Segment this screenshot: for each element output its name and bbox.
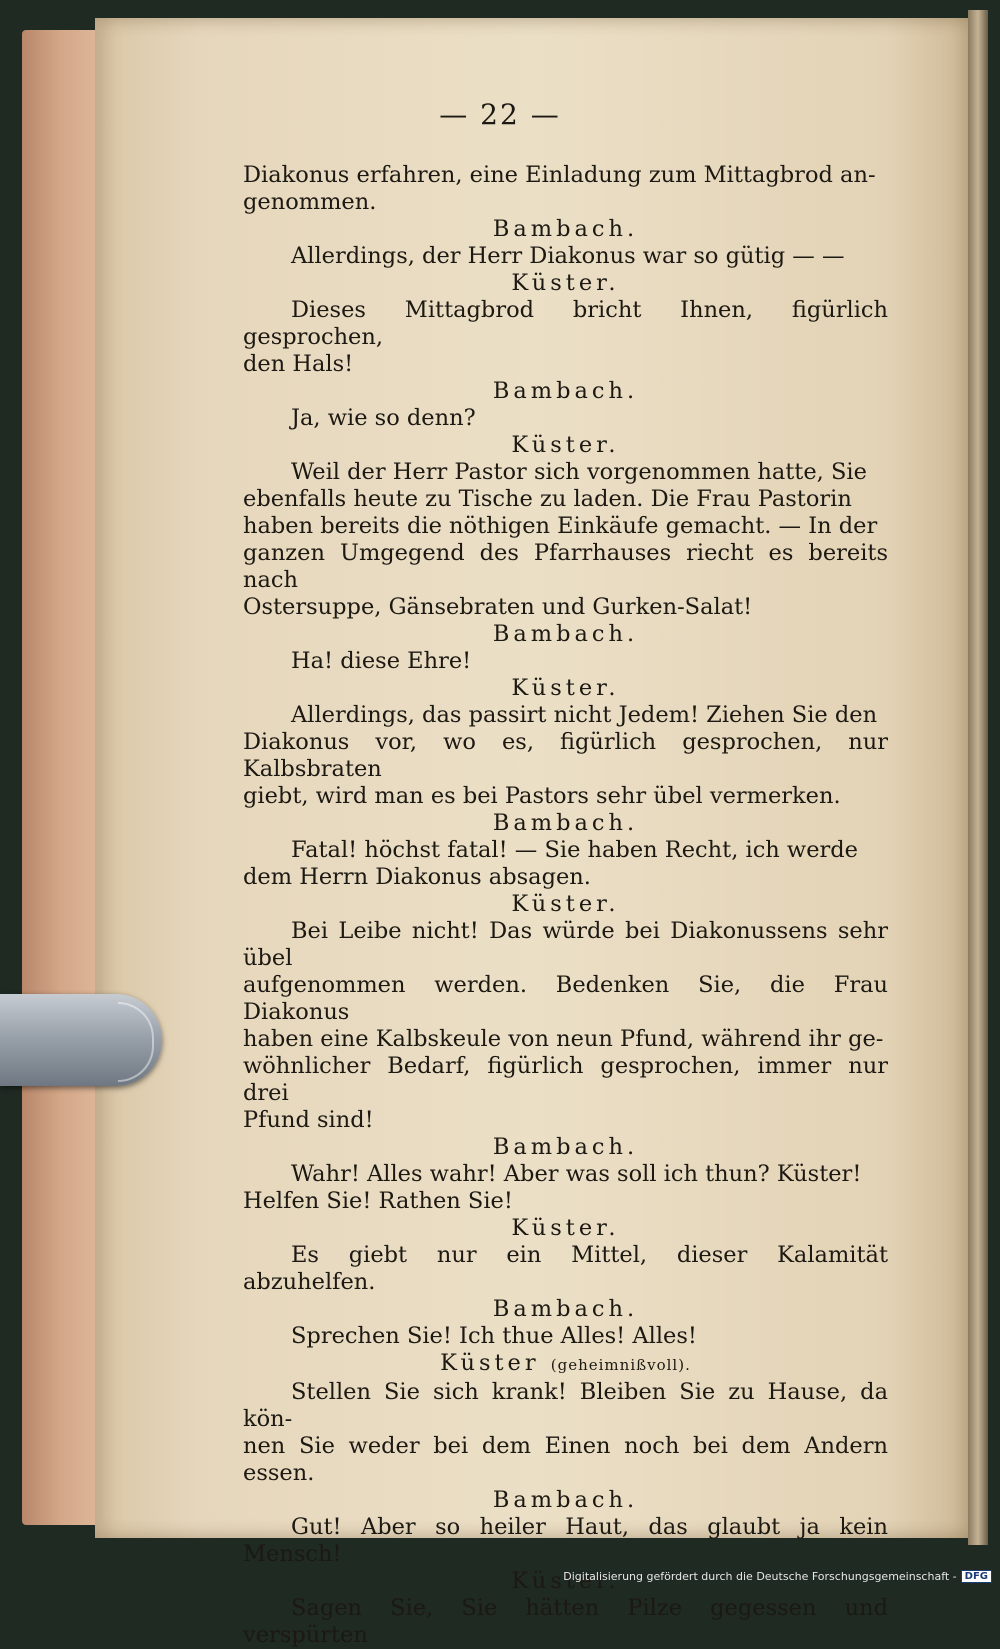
- line-text: Bambach.: [492, 1296, 639, 1322]
- text-line: [243, 297, 888, 351]
- line-text: ebenfalls heute zu Tische zu laden. Die Frau Pastorin: [243, 486, 852, 512]
- stage-direction: (geheimnißvoll).: [550, 1356, 691, 1374]
- speaker-name: [243, 810, 888, 837]
- speaker-name: [243, 270, 888, 297]
- line-text: Ostersuppe, Gänsebraten und Gurken-Salat!: [243, 594, 753, 620]
- text-line: [243, 1161, 888, 1188]
- line-text: Helfen Sie! Rathen Sie!: [243, 1188, 513, 1214]
- line-text: Stellen Sie sich krank! Bleiben Sie zu Hause, da kön-: [243, 1379, 888, 1432]
- line-text: Bambach.: [492, 810, 639, 836]
- line-text: Fatal! höchst fatal! — Sie haben Recht, ich werde: [291, 837, 858, 863]
- line-text: Ja, wie so denn?: [291, 405, 476, 431]
- text-line: [243, 1595, 888, 1649]
- text-line: [243, 864, 888, 891]
- text-line: [243, 837, 888, 864]
- line-text: Wahr! Alles wahr! Aber was soll ich thun? Küster!: [291, 1161, 862, 1187]
- text-line: [243, 1107, 888, 1134]
- text-line: [243, 1433, 888, 1487]
- dfg-logo: DFG: [961, 1570, 992, 1583]
- line-text: Bambach.: [492, 1134, 639, 1160]
- book-spine-edge: [968, 10, 988, 1545]
- text-line: [243, 486, 888, 513]
- text-line: [243, 1188, 888, 1215]
- text-line: [243, 783, 888, 810]
- line-text: aufgenommen werden. Bedenken Sie, die Frau Diakonus: [243, 972, 888, 1025]
- line-text: Allerdings, der Herr Diakonus war so gütig — —: [291, 243, 845, 269]
- line-text: Bambach.: [492, 216, 639, 242]
- text-line: [243, 243, 888, 270]
- text-line: [243, 1514, 888, 1568]
- text-line: [243, 1053, 888, 1107]
- line-text: Dieses Mittagbrod bricht Ihnen, figürlich gesprochen,: [243, 297, 888, 350]
- line-text: Bambach.: [492, 1487, 639, 1513]
- line-text: Bei Leibe nicht! Das würde bei Diakonussens sehr übel: [243, 918, 888, 971]
- line-text: genommen.: [243, 189, 377, 215]
- text-line: [243, 1242, 888, 1296]
- line-text: wöhnlicher Bedarf, figürlich gesprochen, immer nur drei: [243, 1053, 888, 1106]
- text-line: [243, 351, 888, 378]
- line-text: Küster.: [511, 270, 620, 296]
- text-line: [243, 729, 888, 783]
- speaker-name: [243, 1215, 888, 1242]
- speaker-name: [243, 675, 888, 702]
- line-text: haben bereits die nöthigen Einkäufe gemacht. — In der: [243, 513, 878, 539]
- line-text: Diakonus vor, wo es, figürlich gesprochen, nur Kalbsbraten: [243, 729, 888, 782]
- line-text: nen Sie weder bei dem Einen noch bei dem Andern essen.: [243, 1433, 888, 1486]
- line-text: Gut! Aber so heiler Haut, das glaubt ja kein Mensch!: [243, 1514, 888, 1567]
- text-line: [243, 1026, 888, 1053]
- text-line: [243, 540, 888, 594]
- line-text: Es giebt nur ein Mittel, dieser Kalamität abzuhelfen.: [243, 1242, 888, 1295]
- line-text: Diakonus erfahren, eine Einladung zum Mittagbrod an-: [243, 162, 876, 188]
- line-text: ganzen Umgegend des Pfarrhauses riecht es bereits nach: [243, 540, 888, 593]
- line-text: Ha! diese Ehre!: [291, 648, 472, 674]
- page-number: — 22 —: [439, 98, 561, 131]
- line-text: Küster.: [511, 891, 620, 917]
- text-line: [243, 459, 888, 486]
- text-line: [243, 1323, 888, 1350]
- line-text: dem Herrn Diakonus absagen.: [243, 864, 591, 890]
- speaker-name: [243, 1296, 888, 1323]
- line-text: Bambach.: [492, 621, 639, 647]
- text-line: [243, 1379, 888, 1433]
- page-text: [243, 162, 888, 1649]
- text-line: [243, 513, 888, 540]
- line-text: Pfund sind!: [243, 1107, 374, 1133]
- speaker-name: [243, 1350, 888, 1379]
- page-clip: [0, 994, 162, 1086]
- line-text: Küster.: [511, 432, 620, 458]
- text-line: [243, 702, 888, 729]
- text-line: [243, 972, 888, 1026]
- speaker-name: [243, 621, 888, 648]
- text-line: [243, 405, 888, 432]
- speaker-name: [243, 891, 888, 918]
- line-text: Sagen Sie, Sie hätten Pilze gegessen und verspürten: [243, 1595, 888, 1648]
- text-line: [243, 189, 888, 216]
- text-line: [243, 648, 888, 675]
- speaker-name: [243, 432, 888, 459]
- line-text: Allerdings, das passirt nicht Jedem! Ziehen Sie den: [291, 702, 878, 728]
- line-text: haben eine Kalbskeule von neun Pfund, während ihr ge-: [243, 1026, 884, 1052]
- line-text: Weil der Herr Pastor sich vorgenommen hatte, Sie: [291, 459, 867, 485]
- footer-credit: [563, 1570, 992, 1583]
- line-text: den Hals!: [243, 351, 354, 377]
- line-text: Küster.: [511, 1215, 620, 1241]
- text-line: [243, 594, 888, 621]
- line-text: Küster: [440, 1350, 540, 1376]
- line-text: Sprechen Sie! Ich thue Alles! Alles!: [291, 1323, 697, 1349]
- text-line: [243, 162, 888, 189]
- line-text: Küster.: [511, 1568, 620, 1594]
- line-text: Bambach.: [492, 378, 639, 404]
- speaker-name: [243, 216, 888, 243]
- line-text: Küster.: [511, 675, 620, 701]
- text-line: [243, 918, 888, 972]
- speaker-name: [243, 1134, 888, 1161]
- speaker-name: [243, 1487, 888, 1514]
- speaker-name: [243, 378, 888, 405]
- line-text: giebt, wird man es bei Pastors sehr übel vermerken.: [243, 783, 841, 809]
- footer-text: Digitalisierung gefördert durch die Deutsche Forschungsgemeinschaft -: [563, 1570, 957, 1583]
